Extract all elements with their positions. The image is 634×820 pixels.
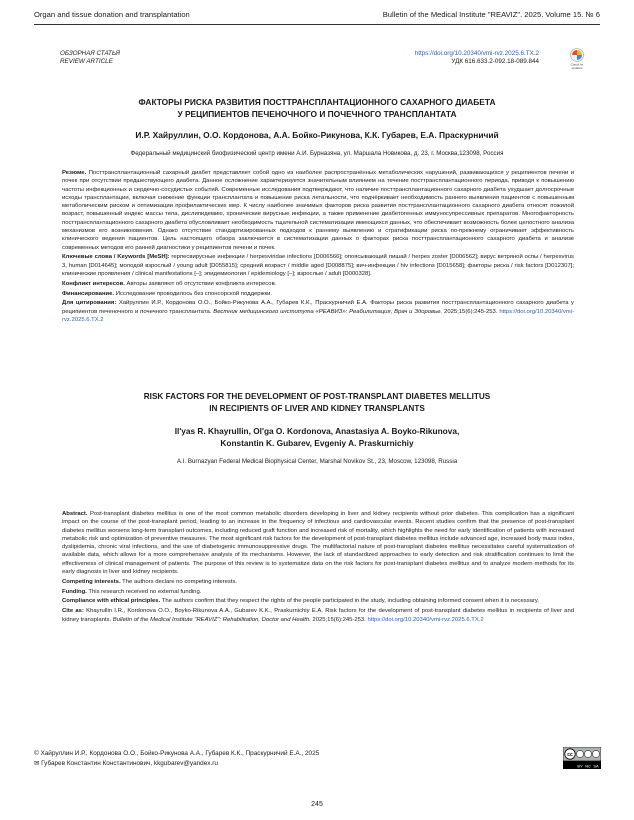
authors-en-line1: Il'yas R. Khayrullin, Ol'ga O. Kordonova, Anastasiya A. Boyko-Rikunova, [174, 426, 460, 436]
abstract-ru-block [62, 169, 574, 326]
header-section: Organ and tissue donation and transplantation [34, 10, 190, 19]
nc-label: NC [585, 763, 591, 769]
competing-en [62, 578, 574, 586]
ethics-en-label: Compliance with ethical principles. [62, 598, 161, 605]
title-en-line2: IN RECIPIENTS OF LIVER AND KIDNEY TRANSPLANTS [209, 403, 425, 413]
abstract-en-block [62, 510, 574, 625]
article-type-en: REVIEW ARTICLE [60, 58, 113, 66]
page-number: 245 [311, 801, 323, 808]
citation-ru-doi-link[interactable]: https://doi.org/10.20340/vmi-rvz.2025.6.TX.2 [62, 308, 574, 324]
contact-line [34, 759, 319, 769]
envelope-icon: ✉ [34, 759, 40, 767]
article-identifiers [415, 50, 539, 66]
conflict-ru-text: Авторы заявляют об отсутствии конфликта интересов. [126, 280, 277, 287]
funding-ru-label: Финансирование. [62, 290, 115, 297]
abstract-ru-label: Резюме. [62, 170, 87, 176]
abstract-en [62, 510, 574, 576]
udc-code: УДК 616.633.2-092.18-089.844 [451, 58, 539, 66]
funding-en [62, 588, 574, 596]
doi-link[interactable]: https://doi.org/10.20340/vmi-rvz.2025.6.TX.2 [414, 50, 539, 57]
authors-ru: И.Р. Хайруллин, О.О. Кордонова, А.А. Бойко-Рикунова, К.К. Губарев, Е.А. Праскурничий [135, 130, 499, 140]
badge-line2: updates [571, 66, 583, 70]
citation-ru-text: Хайруллин И.Р., Кордонова О.О., Бойко-Рикунова А.А., Губарев К.К., Праскурничий Е.А. Факторы риска развития посттрансплантационного сахарного диабета у реципиентов печеночного и почечного трансплантата. [62, 300, 574, 315]
keywords-label: Ключевые слова / Keywords [MeSH]: [62, 254, 170, 261]
citation-en-text: Khayrullin I.R., Kordonova O.O., Boyko-Rikunova A.A., Gubarev K.K., Praskurnichiy E.A. Risk factors for the development of post-transplant diabetes mellitus in recipients of liver and kidney transplants. [62, 608, 574, 623]
cc-license-icon[interactable] [563, 747, 601, 771]
conflict-ru-label: Конфликт интересов. [62, 280, 125, 287]
citation-ru-tail: 2025;15(6):245-253. [442, 308, 500, 315]
funding-en-label: Funding. [62, 588, 87, 595]
abstract-ru-text: Посттрансплантационный сахарный диабет представляет собой одно из наиболее распространённых метаболических нарушений, развивающихся у реципиентов печени и почек при отсутствии предшествующего диабета. Данное осложнение характеризуется значительным влиянием на течение посттрансплантационного периода, приводя к повышению частоты инфекционных и сердечно-сосудистых событий. Современные исследования подтверждают, что наличие посттрансплантационного сахарного диабета ухудшает долгосрочные исходы трансплантации, включая снижение функции трансплантата и повышение риска летальности, что подчёркивает необходимость раннего выявления пациентов с повышенным метаболическим риском и оптимизации профилактических мер. К числу наиболее значимых факторов риска развития посттрансплантационного сахарного диабета относят пожилой возраст, повышенный индекс массы тела, дислипидемию, хронические вирусные инфекции, а также применение диабетогенных иммуносупрессивных препаратов. Многофакторность посттрансплантационного сахарного диабета обусловливает необходимость тщательной систематизации имеющихся данных, что обеспечивает возможность более целостного анализа механизмов его возникновения. Однако отсутствие стандартизированных подходов к раннему выявлению и стратификации риска по-прежнему ограничивает эффективность клинического ведения пациентов. Цель настоящего обзора заключается в систематизации данных о факторах риска посттрансплантационного сахарного диабета и анализе современных методов его ранней диагностики у реципиентов печени и почек. [62, 170, 574, 251]
contact-email[interactable]: kkgubarev@yandex.ru [153, 759, 218, 767]
citation-en-doi-link[interactable]: https://doi.org/10.20340/vmi-rvz.2025.6.TX.2 [367, 616, 484, 623]
title-ru-line1: ФАКТОРЫ РИСКА РАЗВИТИЯ ПОСТТРАНСПЛАНТАЦИОННОГО САХАРНОГО ДИАБЕТА [138, 97, 496, 107]
citation-en-tail: 2025;15(6):245-253. [310, 616, 368, 623]
citation-en [62, 607, 574, 624]
authors-en [40, 426, 594, 450]
running-header [34, 10, 600, 25]
ethics-en [62, 597, 574, 605]
title-en [40, 391, 594, 414]
article-type-ru: ОБЗОРНАЯ СТАТЬЯ [60, 50, 120, 57]
abstract-ru [62, 169, 574, 252]
badge-line1: Check for [570, 62, 584, 67]
title-en-line1: RISK FACTORS FOR THE DEVELOPMENT OF POST-TRANSPLANT DIABETES MELLITUS [143, 392, 491, 401]
footer-copyright [34, 749, 319, 768]
cc-label: cc [567, 752, 573, 758]
keywords [62, 253, 574, 278]
citation-en-label: Cite as: [62, 608, 84, 615]
funding-en-text: This research received no external funding. [88, 588, 202, 595]
abstract-en-label: Abstract. [62, 511, 88, 517]
funding-ru [62, 290, 574, 298]
contact-name: Губарев Константин Константинович, [41, 759, 153, 767]
sa-label: SA [593, 763, 599, 769]
abstract-en-text: Post-transplant diabetes mellitus is one of the most common metabolic disorders developing in liver and kidney recipients without prior diabetes. This complication has a significant impact on the course of the post-transplant period, leading to an increase in the frequency of infectious and cardiovascular events. Recent studies confirm that the presence of post-transplant diabetes mellitus worsens long-term transplant outcomes, including reduced graft function and increased risk of mortality, which highlights the need for early identification of patients with increased metabolic risk and optimization of preventive measures. The most significant risk factors for the development of post-transplant diabetes mellitus include advanced age, increased body mass index, dyslipidemia, chronic viral infections, and the use of diabetogenic immunosuppressive drugs. The multifactorial nature of post-transplant diabetes mellitus necessitates careful systematization of available data, which allows for a more comprehensive analysis of its mechanisms. However, the lack of standardized approaches to early detection and risk stratification continues to limit the effectiveness of clinical management of patients. The purpose of this review is to systematize data on the risk factors for post-transplant diabetes mellitus and to analyze modern methods for its early diagnosis in liver and kidney recipients. [62, 511, 574, 576]
competing-en-label: Competing interests. [62, 578, 121, 585]
affiliation-en: A.I. Burnazyan Federal Medical Biophysical Center, Marshal Novikov St., 23, Moscow, 123098, Russia [176, 458, 458, 465]
authors-en-line2: Konstantin K. Gubarev, Evgeniy A. Praskurnichiy [220, 437, 414, 448]
ethics-en-text: The authors confirm that they respect the rights of the people participated in the study, including obtaining informed consent when it is necessary. [161, 598, 540, 605]
by-label: BY [577, 763, 583, 769]
citation-ru [62, 299, 574, 324]
header-journal: Bulletin of the Medical Institute "REAVIZ". 2025. Volume 15. № 6 [382, 10, 600, 19]
title-ru-line2: У РЕЦИПИЕНТОВ ПЕЧЕНОЧНОГО И ПОЧЕЧНОГО ТРАНСПЛАНТАТА [177, 108, 457, 119]
citation-ru-label: Для цитирования: [62, 300, 117, 307]
keywords-text: герпесвирусные инфекции / herpesviridae infections [D006566]; опоясывающий лишай / herpes zoster [D006562]; вирус ветряной оспы / herpesvirus 3, human [D014645]; молодой взрослый / young adult [D055815]; средний возраст / middle aged [D008875]; вич-инфекции / hiv infections [D015658]; факторы риска / risk factors [D012307]; клинические проявления / clinical manifestations [–]; эпидемиология / epidemiology [–]; взрослые / adult [D000328]. [62, 254, 574, 278]
check-for-updates-icon[interactable] [567, 47, 587, 71]
competing-en-text: The authors declare no competing interests. [122, 578, 238, 585]
funding-ru-text: Исследование проводилось без спонсорской поддержки. [115, 290, 273, 297]
article-type [60, 50, 120, 66]
copyright-line: © Хайруллин И.Р., Кордонова О.О., Бойко-Рикунова А.А., Губарев К.К., Праскурничий Е.А., 2025 [34, 750, 320, 757]
affiliation-ru: Федеральный медицинский биофизический центр имени А.И. Бурназяна, ул. Маршала Новикова, д. 23, г. Москва,123098, Россия [130, 150, 504, 157]
title-ru [40, 97, 594, 120]
citation-ru-journal: Вестник медицинского института «РЕАВИЗ»: Реабилитация, Врач и Здоровье. [213, 308, 443, 315]
citation-en-journal: Bulletin of the Medical Institute "REAVIZ": Rehabilitation, Doctor and Health. [112, 616, 311, 623]
conflict-ru [62, 280, 574, 288]
